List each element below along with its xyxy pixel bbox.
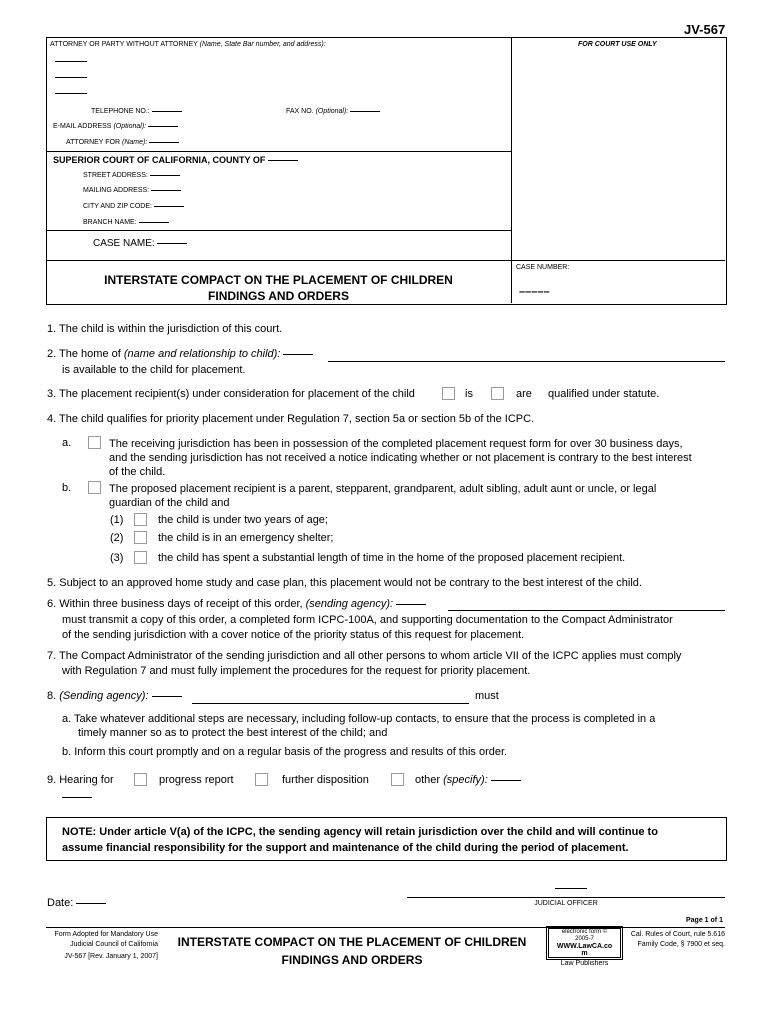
item-4a-text: The receiving jurisdiction has been in possession of the completed placement request form for over 30 business days, and the sending jurisdiction has not received a notice indicating whether or not placement is contrary to the best interest of the child. xyxy=(109,438,692,478)
page-number: Page 1 of 1 xyxy=(686,917,723,924)
item-4b-1-checkbox[interactable] xyxy=(134,513,147,526)
item-6-agency-line[interactable] xyxy=(448,610,725,611)
item-3-are-checkbox[interactable] xyxy=(491,387,504,400)
item-9-progress: progress report xyxy=(159,774,234,786)
date-label: Date: xyxy=(47,897,106,909)
item-8-must: must xyxy=(475,690,499,702)
item-9: 9. Hearing for xyxy=(47,774,114,786)
item-4b-1-text: the child is under two years of age; xyxy=(158,514,328,526)
form-title: INTERSTATE COMPACT ON THE PLACEMENT OF CHILDREN FINDINGS AND ORDERS xyxy=(104,273,453,303)
footer-rule xyxy=(46,927,725,928)
item-1: 1. The child is within the jurisdiction of this court. xyxy=(47,323,283,335)
item-4a-checkbox[interactable] xyxy=(88,436,101,449)
fax-label: FAX NO. (Optional): xyxy=(286,108,380,115)
item-3-are: are xyxy=(516,388,532,400)
item-9-other: other (specify): xyxy=(415,774,521,786)
item-3-is-checkbox[interactable] xyxy=(442,387,455,400)
footer-left: Form Adopted for Mandatory Use Judicial Council of California JV-567 [Rev. January 1, 2007] xyxy=(54,931,158,960)
case-name-label: CASE NAME: xyxy=(93,238,187,249)
telephone-label: TELEPHONE NO.: xyxy=(91,108,182,115)
street-address-label: STREET ADDRESS: xyxy=(83,172,180,179)
item-9-line[interactable] xyxy=(62,797,92,798)
footer-title: INTERSTATE COMPACT ON THE PLACEMENT OF CHILDREN FINDINGS AND ORDERS xyxy=(177,935,527,967)
attorney-line-3[interactable] xyxy=(55,93,87,94)
item-3-is: is xyxy=(465,388,473,400)
item-2-line[interactable] xyxy=(328,361,725,362)
item-8-agency-line[interactable] xyxy=(192,703,469,704)
officer-name-line[interactable] xyxy=(555,888,587,889)
item-4b-3-text: the child has spent a substantial length of time in the home of the proposed placement recipient. xyxy=(158,552,626,564)
attorney-line-1[interactable] xyxy=(55,61,87,62)
mailing-address-label: MAILING ADDRESS: xyxy=(83,187,181,194)
item-4: 4. The child qualifies for priority placement under Regulation 7, section 5a or section 5b of the ICPC. xyxy=(47,413,535,425)
caption-divider xyxy=(511,37,512,303)
attorney-for-label: ATTORNEY FOR (Name): xyxy=(66,139,179,146)
item-9-progress-checkbox[interactable] xyxy=(134,773,147,786)
item-5: 5. Subject to an approved home study and case plan, this placement would not be contrary to the best interest of the child. xyxy=(47,577,642,589)
item-3-end: qualified under statute. xyxy=(548,388,660,400)
note-text: NOTE: Under article V(a) of the ICPC, the sending agency will retain jurisdiction over the child and will continue to assume financial responsibility for the support and maintenance of the child during the period of placement. xyxy=(62,826,658,854)
item-4a-label: a. xyxy=(62,437,72,449)
email-label: E-MAIL ADDRESS (Optional): xyxy=(53,123,178,130)
lawca-badge: electronic form © 2005-7 WWW.LawCA.co m xyxy=(546,926,623,960)
item-8a: a. Take whatever additional steps are necessary, including follow-up contacts, to ensure that the process is completed in a timely manner so as to protect the best interest of the child; and xyxy=(62,713,656,739)
attorney-label: ATTORNEY OR PARTY WITHOUT ATTORNEY (Name, State Bar number, and address): xyxy=(50,41,326,48)
item-8: 8. (Sending agency): xyxy=(47,690,182,702)
item-9-further: further disposition xyxy=(282,774,369,786)
item-4b-3-checkbox[interactable] xyxy=(134,551,147,564)
item-4b-checkbox[interactable] xyxy=(88,481,101,494)
court-county-label: SUPERIOR COURT OF CALIFORNIA, COUNTY OF xyxy=(53,155,298,165)
item-4b-3-num: (3) xyxy=(110,552,124,564)
law-publishers: Law Publishers xyxy=(560,960,609,967)
footer-right: Cal. Rules of Court, rule 5.616 Family Code, § 7900 et seq. xyxy=(630,931,725,948)
signature-line[interactable] xyxy=(407,897,725,898)
item-4b-2-num: (2) xyxy=(110,532,124,544)
caption-box xyxy=(46,37,727,305)
item-4b-2-text: the child is in an emergency shelter; xyxy=(158,532,334,544)
item-6-cont: must transmit a copy of this order, a completed form ICPC-100A, and supporting documentation to the Compact Administrator of the sending jurisdiction with a cover notice of the priority status of this request for placement. xyxy=(62,614,673,641)
item-3: 3. The placement recipient(s) under consideration for placement of the child xyxy=(47,388,415,400)
item-2-cont: is available to the child for placement. xyxy=(62,364,246,376)
item-9-other-checkbox[interactable] xyxy=(391,773,404,786)
item-7: 7. The Compact Administrator of the sending jurisdiction and all other persons to whom article VII of the ICPC applies must comply with Regulation 7 and must fully implement the procedures for the request for priority placement. xyxy=(47,650,682,677)
item-4b-text: The proposed placement recipient is a parent, stepparent, grandparent, adult sibling, adult aunt or uncle, or legal guardian of the child and xyxy=(109,483,657,509)
item-6: 6. Within three business days of receipt of this order, (sending agency): xyxy=(47,598,426,610)
item-4b-1-num: (1) xyxy=(110,514,124,526)
judicial-officer-label: JUDICIAL OFFICER xyxy=(534,900,598,907)
form-number: JV-567 xyxy=(684,22,726,37)
case-number-value[interactable]: ––––– xyxy=(519,286,550,298)
item-9-further-checkbox[interactable] xyxy=(255,773,268,786)
item-2: 2. The home of (name and relationship to child): xyxy=(47,348,313,360)
case-number-label: CASE NUMBER: xyxy=(516,264,570,271)
branch-name-label: BRANCH NAME: xyxy=(83,219,169,226)
city-zip-label: CITY AND ZIP CODE: xyxy=(83,203,184,210)
item-4b-2-checkbox[interactable] xyxy=(134,531,147,544)
item-8b: b. Inform this court promptly and on a regular basis of the progress and results of this order. xyxy=(62,746,508,758)
court-use-label: FOR COURT USE ONLY xyxy=(578,41,657,48)
attorney-line-2[interactable] xyxy=(55,77,87,78)
item-4b-label: b. xyxy=(62,482,72,494)
